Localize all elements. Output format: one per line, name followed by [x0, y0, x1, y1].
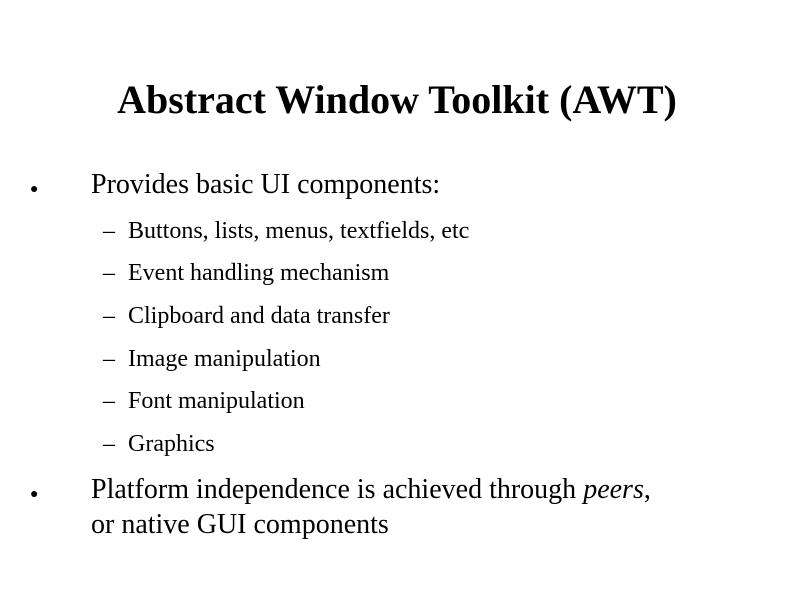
bullet-2-line-2: or native GUI components: [91, 509, 389, 540]
dash-icon: –: [103, 388, 115, 414]
subitem-3: Clipboard and data transfer: [128, 303, 390, 329]
dash-icon: –: [103, 260, 115, 286]
bullet-icon: ●: [30, 487, 39, 502]
slide-title: Abstract Window Toolkit (AWT): [117, 77, 677, 122]
bullet-1-text: Provides basic UI components:: [91, 169, 441, 200]
dash-icon: –: [103, 303, 115, 329]
subitem-2: Event handling mechanism: [128, 260, 390, 286]
subitem-1: Buttons, lists, menus, textfields, etc: [128, 218, 470, 244]
bullet-2-text-before: Platform independence is achieved through: [91, 474, 584, 505]
dash-icon: –: [103, 218, 115, 244]
subitem-4: Image manipulation: [128, 346, 321, 372]
bullet-2-line-1: [91, 473, 651, 507]
subitem-6: Graphics: [128, 431, 215, 457]
dash-icon: –: [103, 346, 115, 372]
subitem-5: Font manipulation: [128, 388, 305, 414]
dash-icon: –: [103, 431, 115, 457]
bullet-icon: ●: [30, 182, 39, 197]
bullet-2-emphasis: peers: [583, 474, 644, 505]
bullet-2-text-after: ,: [643, 474, 651, 505]
